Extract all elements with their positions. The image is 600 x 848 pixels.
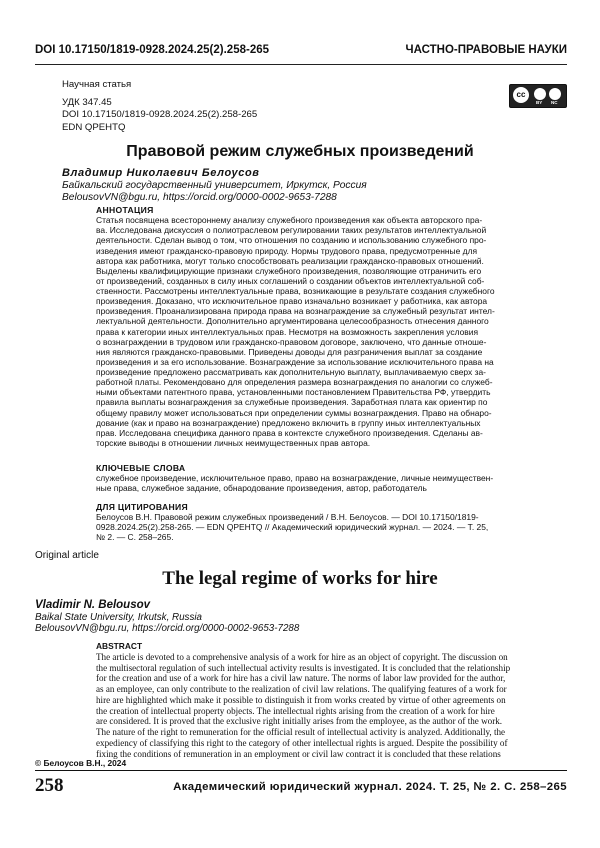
text-line: ва. Исследована дискуссия о полиотраслевом регулировании таких результатов интеллектуальной xyxy=(96,225,487,236)
text-line: are considered. It is proved that the exclusive right initially arises from the employee, as the author of the work. xyxy=(96,716,503,727)
author-contacts-ru: BelousovVN@bgu.ru, https://orcid.org/0000-0002-9653-7288 xyxy=(62,192,337,204)
citation-heading-ru: ДЛЯ ЦИТИРОВАНИЯ xyxy=(96,502,188,512)
page-number: 258 xyxy=(35,775,64,796)
keywords-text-ru xyxy=(96,473,532,493)
text-line: 0928.2024.25(2).258-265. — EDN QPEHTQ // Академический юридический журнал. — 2024. — Т. 25, xyxy=(96,522,489,533)
abstract-ru xyxy=(96,205,532,448)
article-title-en: The legal regime of works for hire xyxy=(162,568,438,589)
text-line: служебное произведение, исключительное право, право на вознаграждение, личные неимуществен- xyxy=(96,473,494,484)
text-line: The article is devoted to a comprehensive analysis of a work for hire as an object of copyright. The discussion on xyxy=(96,651,508,662)
text-line: автора как работника, могут только способствовать реализации гражданско-правовых отношений. xyxy=(96,255,484,266)
text-line: торские выводы в отношении личных неимущественных прав автора. xyxy=(96,437,371,448)
text-line: Выделены квалифицирующие признаки служебного произведения, позволяющие отграничить его xyxy=(96,265,482,276)
journal-reference: Академический юридический журнал. 2024. Т. 25, № 2. С. 258–265 xyxy=(173,781,567,793)
keywords-heading-ru: КЛЮЧЕВЫЕ СЛОВА xyxy=(96,463,186,473)
text-line: the multisectoral regulation of such intellectual activity results is investigated. It is concluded that the relationship xyxy=(96,662,511,673)
abstract-heading-en: ABSTRACT xyxy=(96,641,143,651)
abstract-heading-ru: АННОТАЦИЯ xyxy=(96,205,154,215)
text-line: ные права, служебное задание, обнародование произведения, автор, работодатель xyxy=(96,483,427,494)
author-block-en xyxy=(35,600,299,635)
text-line: ными объектами патентного права, установленными постановлением Правительства РФ, утвердить xyxy=(96,387,491,398)
text-line: общему правилу может использоваться при определении суммы вознаграждения. Право на обнаро- xyxy=(96,407,492,418)
text-line: expediency of classifying this right to the category of other intellectual rights is argued. Despite the possibility of xyxy=(96,737,508,748)
running-header xyxy=(35,44,567,60)
author-name-ru: Владимир Николаевич Белоусов xyxy=(62,167,260,179)
article-doi: DOI 10.17150/1819-0928.2024.25(2).258-265 xyxy=(62,109,258,121)
text-line: работной платы. Рекомендовано для определения размера вознаграждения по аналогии со служеб- xyxy=(96,377,493,388)
abstract-en xyxy=(96,641,532,759)
text-line: произведения. Доказано, что исключительное право изначально возникает у работника, как автора xyxy=(96,296,488,307)
text-line: произведения и за его использование. Вознаграждение за использование исключительного права на xyxy=(96,356,494,367)
text-line: ния являются гражданско-правовыми. Приведены доводы для разграничения выплат за создание xyxy=(96,346,483,357)
article-type: Научная статья xyxy=(62,79,132,90)
abstract-text-en xyxy=(96,652,532,760)
text-line: for the creation and use of a work for hire has a civil law nature. The norms of labor law provided for the author, xyxy=(96,673,506,684)
text-line: Статья посвящена всестороннему анализу служебного произведения как объекта авторского пра- xyxy=(96,215,483,226)
text-line: as an employee, can only contribute to the realization of civil law relations. The qualifying features of a work for xyxy=(96,684,507,694)
text-line: ственности. Рассмотрены интеллектуальные права, возникающие в результате создания служебного xyxy=(96,286,495,296)
author-name-en: Vladimir N. Belousov xyxy=(35,599,151,611)
text-line: дование (как и право на вознаграждение) предложено включить в группу иных интеллектуальных xyxy=(96,417,481,428)
author-affiliation-en: Baikal State University, Irkutsk, Russia xyxy=(35,611,202,623)
text-line: произведения. Проанализирована природа права на вознаграждение за служебный результат интел- xyxy=(96,306,495,317)
article-meta xyxy=(62,79,257,134)
text-line: права к категории иных интеллектуальных прав. Несмотря на возможность закрепления условия xyxy=(96,326,479,337)
copyright: © Белоусов В.Н., 2024 xyxy=(35,758,127,768)
text-line: hire are highlighted which make it possible to distinguish it from works created by virtue of other agreements on xyxy=(96,694,506,705)
text-line: лектуальной деятельности. Дополнительно аргументирована целесообразность отнесения данного xyxy=(96,316,489,327)
author-affiliation-ru: Байкальский государственный университет, Иркутск, Россия xyxy=(62,179,367,191)
citation-ru xyxy=(96,502,532,543)
header-doi: DOI 10.17150/1819-0928.2024.25(2).258-265 xyxy=(35,44,270,56)
text-line: изведения имеют гражданско-правовую природу. Нормы трудового права, предусмотренные для xyxy=(96,245,478,256)
header-section: ЧАСТНО-ПРАВОВЫЕ НАУКИ xyxy=(405,44,567,56)
edn: EDN QPEHTQ xyxy=(62,121,126,133)
udk: УДК 347.45 xyxy=(62,97,112,109)
cc-by-nc-license-icon xyxy=(509,84,567,108)
text-line: the creation of intellectual property objects. The intellectual rights arising from the creation of a work for hire xyxy=(96,705,495,716)
text-line: от произведений, созданных в силу иных соглашений о создании объектов интеллектуальной соб- xyxy=(96,275,485,286)
author-contacts-en: BelousovVN@bgu.ru, https://orcid.org/0000-0002-9653-7288 xyxy=(35,623,300,635)
cc-icon: cc xyxy=(513,87,529,103)
text-line: прав. Исследована специфика данного права в контексте служебного произведения. Сделаны ав- xyxy=(96,427,483,438)
article-type-en: Original article xyxy=(35,550,99,561)
text-line: деятельности. Сделан вывод о том, что отношения по созданию и использованию служебного про- xyxy=(96,235,487,246)
text-line: правила выплаты вознаграждения за служебные произведения. Заработная плата как ориентир по xyxy=(96,397,488,408)
text-line: The nature of the right to remuneration for the official result of intellectual activity is analyzed. Additionally, the xyxy=(96,727,506,737)
license-by-label: BY xyxy=(536,100,543,105)
text-line: Белоусов В.Н. Правовой режим служебных произведений / В.Н. Белоусов. — DOI 10.17150/1819- xyxy=(96,512,479,523)
text-line: о вознаграждении в трудовом или гражданско-правовом договоре, заключено, что данные отноше- xyxy=(96,336,487,347)
attribution-icon xyxy=(534,88,546,100)
author-block-ru xyxy=(62,167,367,205)
article-title-ru: Правовой режим служебных произведений xyxy=(126,143,474,160)
text-line: произведение предложено рассматривать как дополнительную выплату, выплачиваемую сверх за- xyxy=(96,367,486,377)
footer-divider xyxy=(35,770,567,771)
citation-text-ru xyxy=(96,512,532,542)
text-line: № 2. — С. 258–265. xyxy=(96,532,174,543)
header-divider xyxy=(35,64,567,65)
non-commercial-icon xyxy=(549,88,561,100)
keywords-ru xyxy=(96,463,532,493)
text-line: fixing the conditions of remuneration in an employment or civil law contract it is concluded that these relations xyxy=(96,748,501,759)
abstract-text-ru xyxy=(96,215,532,448)
license-nc-label: NC xyxy=(551,100,558,105)
